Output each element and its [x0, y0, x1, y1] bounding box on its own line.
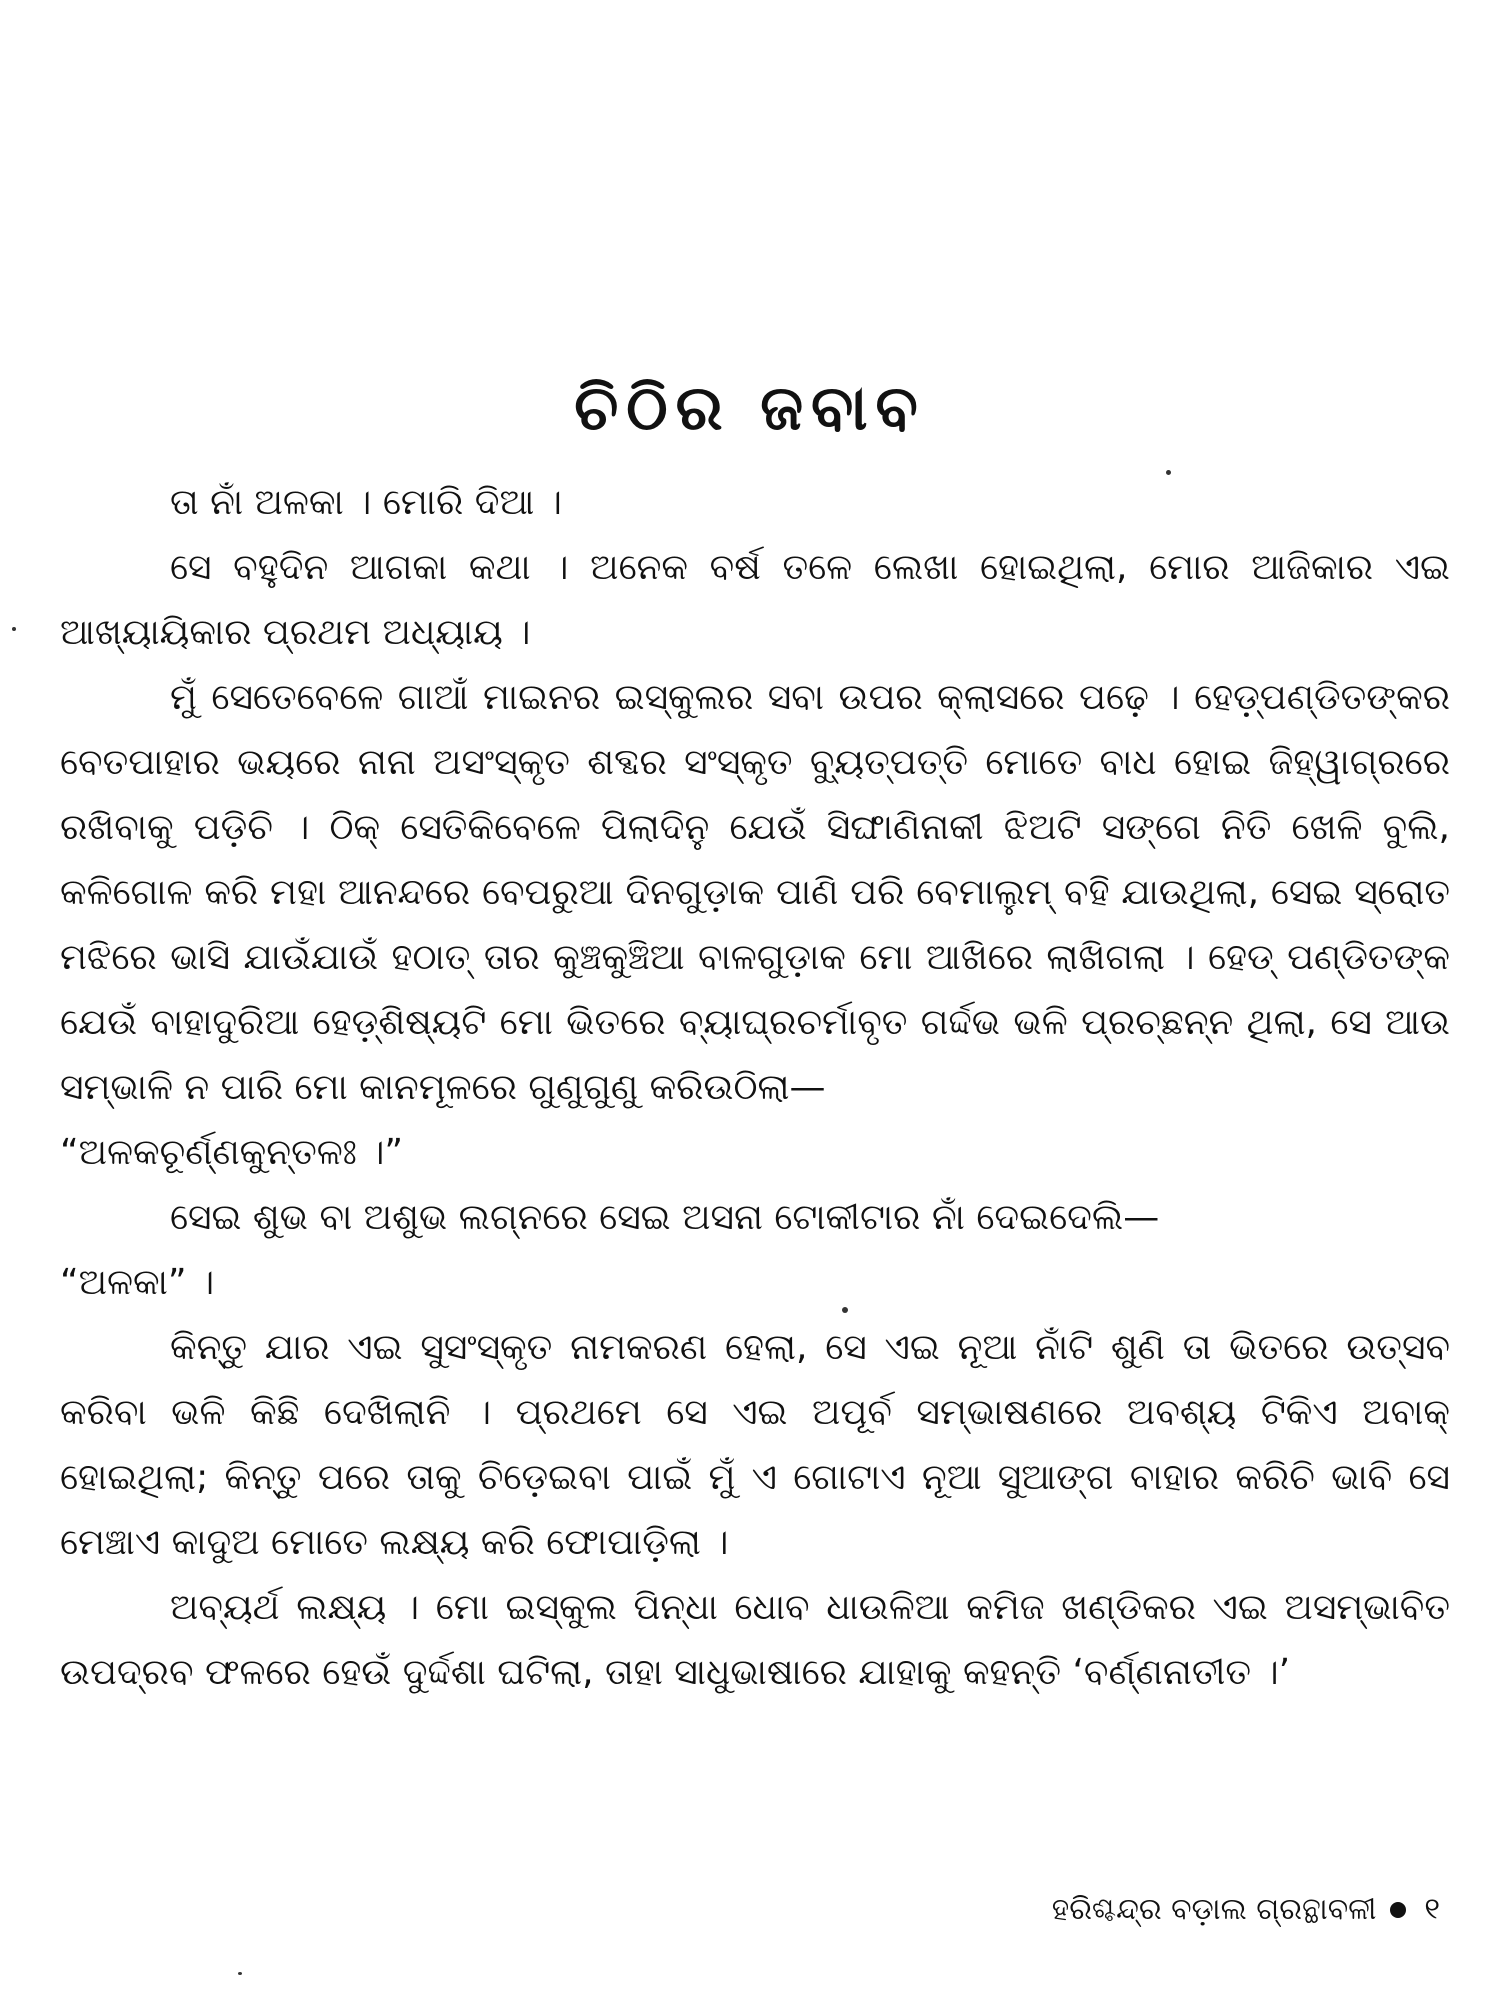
- chapter-body: [60, 470, 1450, 1705]
- paragraph: “ଅଳକା” ।: [60, 1262, 215, 1303]
- ink-speck: [238, 1972, 242, 1975]
- book-title: ହରିଶ୍ଚନ୍ଦ୍ର ବଡ଼ାଲ ଗ୍ରନ୍ଥାବଳୀ: [1051, 1892, 1377, 1927]
- paragraph: “ଅଳକଚୂର୍ଣ୍ଣକୁନ୍ତଳଃ ।”: [60, 1132, 404, 1173]
- chapter-title: ଚିଠିର ଜବାବ: [574, 370, 926, 444]
- page-footer: [1052, 1892, 1440, 1927]
- ink-speck: [12, 627, 16, 631]
- bullet-dot-icon: [1390, 1902, 1406, 1918]
- paragraph: ମୁଁ ସେତେବେଳେ ଗାଆଁ ମାଇନର ଇସ୍କୁଲର ସବା ଉପର କ୍ଲାସରେ ପଢ଼େ । ହେଡ଼୍‌ପଣ୍ଡିତଙ୍କର ବେତପାହାର ଭୟରେ ନାନା ଅସଂସ୍କୃତ ଶବ୍ଦର ସଂସ୍କୃତ ବ୍ୟୁତ୍‌ପତ୍ତି ମୋତେ ବାଧ ହୋଇ ଜିହ୍ୱାଗ୍ରରେ ରଖିବାକୁ ପଡ଼ିଚି । ଠିକ୍ ସେତିକିବେଳେ ପିଲାଦିନୁ ଯେଉଁ ସିଙ୍ଘାଣିନାକୀ ଝିଅଟି ସଙ୍ଗେ ନିତି ଖେଳି ବୁଲି, କଳିଗୋଳ କରି ମହା ଆନନ୍ଦରେ ବେପରୁଆ ଦିନଗୁଡ଼ାକ ପାଣି ପରି ବେମାଲୁମ୍ ବହି ଯାଉଥିଲା, ସେଇ ସ୍ରୋତ ମଝିରେ ଭାସି ଯାଉଁଯାଉଁ ହଠାତ୍ ତାର କୁଞ୍ଚକୁଞ୍ଚିଆ ବାଳଗୁଡ଼ାକ ମୋ ଆଖିରେ ଲାଖିଗଲା । ହେଡ୍ ପଣ୍ଡିତଙ୍କ ଯେଉଁ ବାହାଦୁରିଆ ହେଡ଼୍‌ଶିଷ୍ୟଟି ମୋ ଭିତରେ ବ୍ୟାଘ୍ରଚର୍ମାବୃତ ଗର୍ଦ୍ଦଭ ଭଳି ପ୍ରଚ୍ଛନ୍ନ ଥିଲା, ସେ ଆଉ ସମ୍ଭାଳି ନ ପାରି ମୋ କାନମୂଳରେ ଗୁଣୁଗୁଣୁ କରିଉଠିଲା—: [60, 677, 1450, 1108]
- paragraph: ସେଇ ଶୁଭ ବା ଅଶୁଭ ଲଗ୍ନରେ ସେଇ ଅସନା ଟୋକୀଟାର ନାଁ ଦେଇଦେଲି—: [170, 1197, 1160, 1238]
- paragraph: କିନ୍ତୁ ଯାର ଏଇ ସୁସଂସ୍କୃତ ନାମକରଣ ହେଲା, ସେ ଏଇ ନୂଆ ନାଁଟି ଶୁଣି ତା ଭିତରେ ଉତ୍ସବ କରିବା ଭଳି କିଛି ଦେଖିଲାନି । ପ୍ରଥମେ ସେ ଏଇ ଅପୂର୍ବ ସମ୍ଭାଷଣରେ ଅବଶ୍ୟ ଟିକିଏ ଅବାକ୍ ହୋଇଥିଲା; କିନ୍ତୁ ପରେ ତାକୁ ଚିଡ଼େଇବା ପାଇଁ ମୁଁ ଏ ଗୋଟାଏ ନୂଆ ସୁଆଙ୍ଗ ବାହାର କରିଚି ଭାବି ସେ ମେଞ୍ଚାଏ କାଦୁଅ ମୋତେ ଲକ୍ଷ୍ୟ କରି ଫୋପାଡ଼ିଲା ।: [60, 1327, 1450, 1563]
- paragraph: ତା ନାଁ ଅଳକା । ମୋରି ଦିଆ ।: [170, 482, 562, 523]
- page-number: ୧: [1424, 1892, 1440, 1927]
- paragraph: ଅବ୍ୟର୍ଥ ଲକ୍ଷ୍ୟ । ମୋ ଇସ୍କୁଲ ପିନ୍ଧା ଧୋବ ଧାଉଳିଆ କମିଜ ଖଣ୍ଡିକର ଏଇ ଅସମ୍ଭାବିତ ଉପଦ୍ରବ ଫଳରେ ହେଉଁ ଦୁର୍ଦ୍ଦଶା ଘଟିଲା, ତାହା ସାଧୁଭାଷାରେ ଯାହାକୁ କହନ୍ତି ‘ବର୍ଣ୍ଣନାତୀତ ।’: [60, 1587, 1450, 1693]
- paragraph: ସେ ବହୁଦିନ ଆଗକା କଥା । ଅନେକ ବର୍ଷ ତଳେ ଲେଖା ହୋଇଥିଲା, ମୋର ଆଜିକାର ଏଇ ଆଖ୍ୟାୟିକାର ପ୍ରଥମ ଅଧ୍ୟାୟ ।: [60, 547, 1450, 653]
